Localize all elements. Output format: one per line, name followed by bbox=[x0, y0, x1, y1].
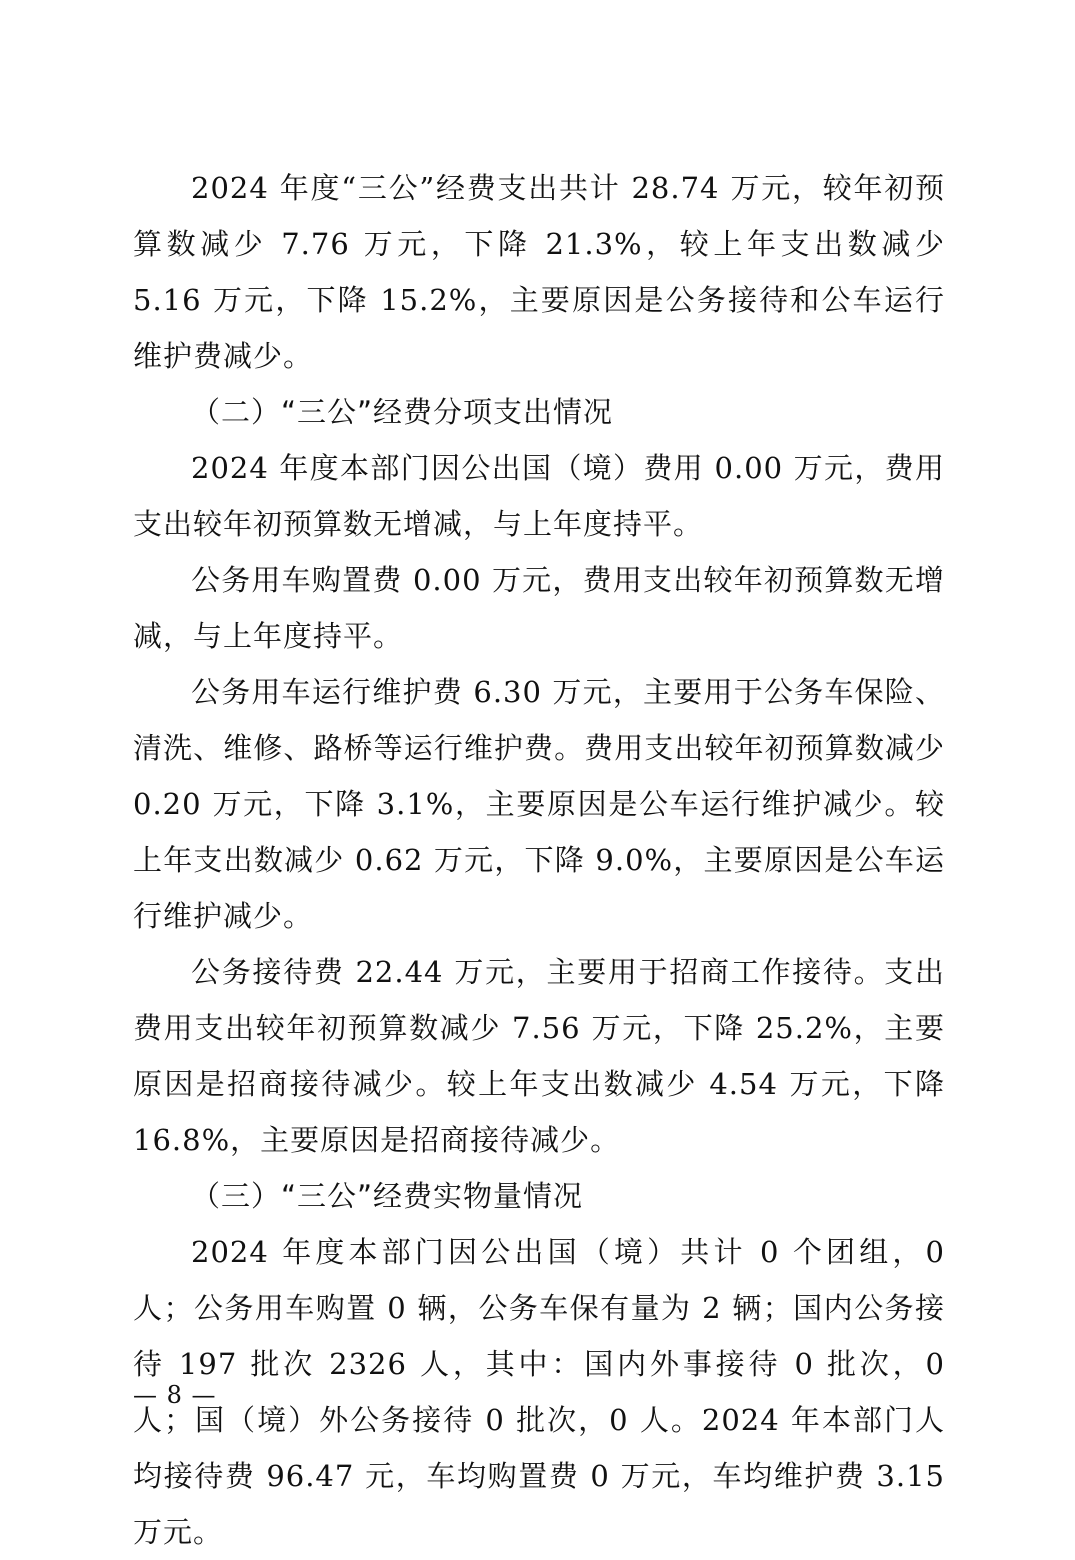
paragraph-overseas-travel: 2024 年度本部门因公出国（境）费用 0.00 万元，费用支出较年初预算数无增减，与上年度持平。 bbox=[133, 451, 945, 541]
paragraph-vehicle-maintenance: 公务用车运行维护费 6.30 万元，主要用于公务车保险、清洗、维修、路桥等运行维护费。费用支出较年初预算数减少 0.20 万元，下降 3.1%，主要原因是公车运行维护减少。较上年支出数减少 0.62 万元，下降 9.0%，主要原因是公车运行维护减少。 bbox=[133, 675, 945, 933]
paragraph-total-expenditure: 2024 年度“三公”经费支出共计 28.74 万元，较年初预算数减少 7.76 万元，下降 21.3%，较上年支出数减少 5.16 万元，下降 15.2%，主要原因是公务接待和公车运行维护费减少。 bbox=[133, 171, 945, 373]
section-heading-itemized: （二）“三公”经费分项支出情况 bbox=[191, 395, 614, 429]
paragraph-vehicle-purchase: 公务用车购置费 0.00 万元，费用支出较年初预算数无增减，与上年度持平。 bbox=[133, 563, 945, 653]
section-heading-physical-quantity: （三）“三公”经费实物量情况 bbox=[191, 1179, 584, 1213]
paragraph-reception: 公务接待费 22.44 万元，主要用于招商工作接待。支出费用支出较年初预算数减少 7.56 万元，下降 25.2%，主要原因是招商接待减少。较上年支出数减少 4.54 万元，下降 16.8%，主要原因是招商接待减少。 bbox=[133, 955, 945, 1157]
page-number: — 8 — bbox=[133, 1381, 217, 1409]
document-body bbox=[133, 160, 945, 1560]
paragraph-physical-quantity: 2024 年度本部门因公出国（境）共计 0 个团组，0 人；公务用车购置 0 辆，公务车保有量为 2 辆；国内公务接待 197 批次 2326 人，其中：国内外事接待 0 批次，0 人；国（境）外公务接待 0 批次，0 人。2024 年本部门人均接待费 96.47 元，车均购置费 0 万元，车均维护费 3.15 万元。 bbox=[133, 1235, 945, 1549]
